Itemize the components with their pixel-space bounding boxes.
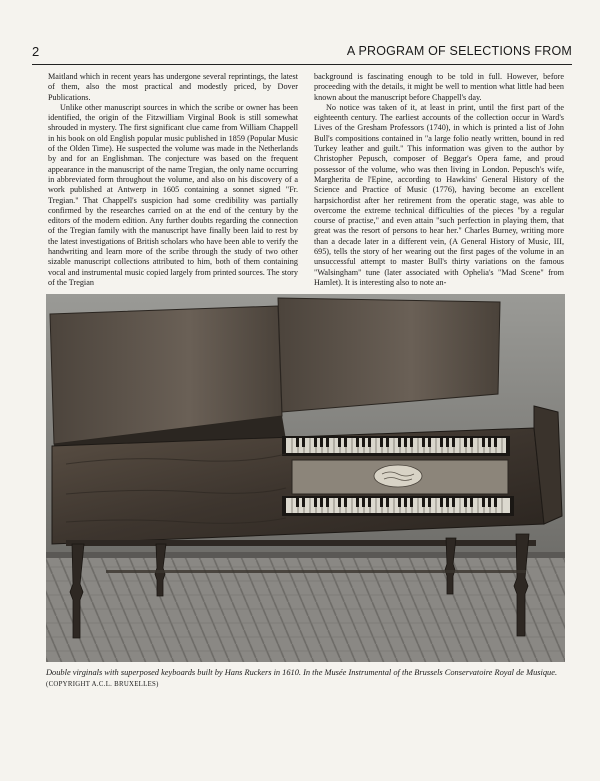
running-title: A PROGRAM OF SELECTIONS FROM bbox=[346, 44, 572, 58]
page-number: 2 bbox=[32, 44, 40, 59]
paragraph: Maitland which in recent years has undergone several reprintings, the latest of them, also the most practical and modestly priced, by Dover Publications. bbox=[48, 72, 298, 102]
header-rule bbox=[32, 64, 572, 65]
photo-credit: (COPYRIGHT A.C.L. BRUXELLES) bbox=[46, 680, 159, 688]
virginals-photograph bbox=[46, 294, 565, 662]
paragraph: No notice was taken of it, at least in print, until the first part of the eighteenth century. The earliest accounts of the collection occur in Ward's Lives of the Gresham Professors (1740), in which is printed a list of John Bull's compositions contained in "a large folio neatly written, bound in red Turkey leather and guilt." This information was given to the author by Christopher Pepusch, composer of Beggar's Opera fame, and proud possessor of the volume, who was then living in London. Pepusch's wife, Margherita de l'Epine, according to Hawkins' General History of the Science and Practice of Music (1776), having become an excellent harpsichordist after her retirement from the operatic stage, was able to overcome the extreme technical difficulties of the pieces "by a regular course of practise," and even attain "such perfection in playing them, that great was the resort of persons to hear her." Charles Burney, writing more than a decade later in a different vein, (A General History of Music, III, 695), tells the story of her wearing out the first pages of the volume in an unsuccessful attempt to master Bull's thirty variations on the famous "Walsingham" tune (later associated with Ophelia's "Mad Scene" from Hamlet). It is interesting also to note an- bbox=[314, 102, 564, 287]
caption-text: Double virginals with superposed keyboards built by Hans Ruckers in 1610. In the Musée Instrumental of the Brussels Conservatoire Royal de Musique. bbox=[46, 668, 558, 677]
figure-caption bbox=[46, 668, 565, 690]
paragraph: Unlike other manuscript sources in which the scribe or owner has been identified, the origin of the Fitzwilliam Virginal Book is still somewhat shrouded in mystery. The first significant clue came from William Chappell in his book on old English popular music published in 1859 (Popular Music of the Olden Time). He suspected the volume was made in the Netherlands by and for an Englishman. The conjecture was based on the frequent appearance in the manuscript of the name Tregian, the only name occurring in abbreviated form throughout the volume, and also on his discovery of a work published at Antwerp in 1605 containing a sonnet signed "Fr. Tregian." That Chappell's suspicion had some credibility was partially confirmed by the researches carried on at the end of the century by the editors of the modern edition. Any further doubts regarding the connection of the Tregian family with the manuscript have finally been laid to rest by the latest investigations of British scholars who have been able to verify the handwriting and learn more of the scribe through the study of two other sizable manuscript collections attributed to him, both of them containing vocal and instrumental music copied largely from printed sources. The story of the Tregian bbox=[48, 102, 298, 287]
paragraph: background is fascinating enough to be told in full. However, before proceeding with the details, it might be well to mention what little had been known about the manuscript before Chappell's day. bbox=[314, 72, 564, 102]
